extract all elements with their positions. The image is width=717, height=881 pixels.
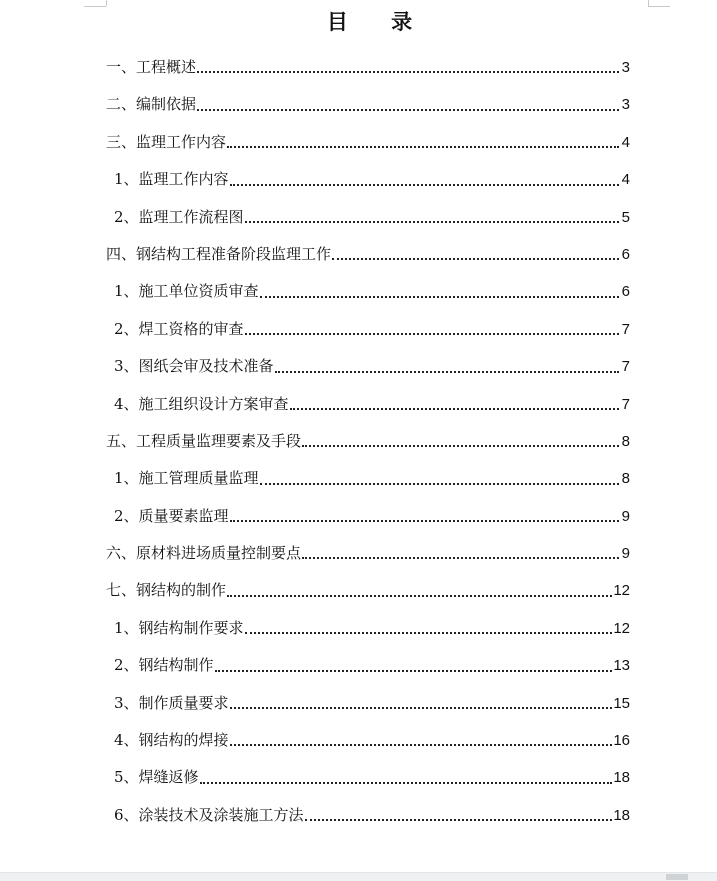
toc-entry-page-number[interactable]: 9	[621, 507, 630, 525]
toc-entry[interactable]	[106, 759, 630, 796]
toc-entry[interactable]	[106, 535, 630, 572]
toc-entry-page-number[interactable]: 8	[621, 432, 630, 450]
toc-entry-label[interactable]: 2、钢结构制作	[114, 656, 214, 675]
toc-leader-dots	[332, 258, 619, 260]
toc-entry-label[interactable]: 2、监理工作流程图	[114, 207, 244, 226]
toc-leader-dots	[260, 483, 619, 485]
toc-entry-label[interactable]: 1、施工管理质量监理	[114, 469, 259, 488]
toc-entry[interactable]	[106, 311, 630, 348]
toc-entry-page-number[interactable]: 4	[621, 133, 630, 151]
toc-leader-dots	[230, 520, 619, 522]
toc-entry-page-number[interactable]: 18	[613, 806, 630, 824]
toc-entry-label[interactable]: 1、钢结构制作要求	[114, 618, 244, 637]
toc-entry[interactable]	[106, 236, 630, 273]
toc-entry[interactable]	[106, 124, 630, 161]
toc-leader-dots	[302, 445, 619, 447]
toc-entry-page-number[interactable]: 4	[621, 171, 630, 189]
toc-entry-label[interactable]: 4、钢结构的焊接	[114, 731, 229, 750]
toc-entry[interactable]	[106, 199, 630, 236]
toc-entry[interactable]	[106, 423, 630, 460]
toc-entry-page-number[interactable]: 18	[613, 769, 630, 787]
toc-entry[interactable]	[106, 273, 630, 310]
toc-entry-page-number[interactable]: 7	[621, 358, 630, 376]
toc-entry[interactable]	[106, 647, 630, 684]
toc-entry-label[interactable]: 4、施工组织设计方案审查	[114, 394, 289, 413]
toc-leader-dots	[230, 744, 613, 746]
toc-entry[interactable]	[106, 498, 630, 535]
toc-entry-label[interactable]: 二、编制依据	[106, 95, 197, 114]
toc-entry-label[interactable]: 一、工程概述	[106, 58, 197, 76]
toc-entry-page-number[interactable]: 9	[621, 545, 630, 563]
toc-title: 目 录	[326, 9, 431, 34]
toc-entry-page-number[interactable]: 16	[613, 732, 630, 750]
toc-leader-dots	[230, 707, 613, 709]
toc-leader-dots	[227, 595, 612, 597]
table-of-contents	[106, 49, 630, 834]
toc-leader-dots	[245, 632, 613, 634]
toc-entry-label[interactable]: 七、钢结构的制作	[106, 581, 227, 600]
toc-entry-page-number[interactable]: 8	[621, 470, 630, 488]
toc-leader-dots	[290, 408, 619, 410]
scrollbar-thumb[interactable]	[666, 874, 688, 880]
toc-leader-dots	[245, 333, 619, 335]
toc-entry-page-number[interactable]: 3	[621, 96, 630, 114]
toc-entry-label[interactable]: 三、监理工作内容	[106, 132, 227, 151]
toc-entry[interactable]	[106, 86, 630, 123]
toc-entry[interactable]	[106, 49, 630, 86]
toc-entry-label[interactable]: 1、施工单位资质审查	[114, 282, 259, 301]
toc-entry-label[interactable]: 四、钢结构工程准备阶段监理工作	[106, 244, 332, 263]
toc-entry-label[interactable]: 六、原材料进场质量控制要点	[106, 544, 302, 563]
toc-entry-page-number[interactable]: 12	[613, 582, 630, 600]
toc-entry[interactable]	[106, 348, 630, 385]
toc-leader-dots	[197, 71, 619, 73]
toc-entry-page-number[interactable]: 7	[621, 395, 630, 413]
toc-entry-page-number[interactable]: 6	[621, 283, 630, 301]
toc-entry-page-number[interactable]: 13	[613, 657, 630, 675]
toc-entry-page-number[interactable]: 7	[621, 320, 630, 338]
crop-mark-top-left	[84, 6, 106, 7]
toc-entry[interactable]	[106, 572, 630, 609]
crop-mark-top-right-vertical	[648, 0, 649, 6]
toc-entry-page-number[interactable]: 3	[621, 59, 630, 76]
toc-entry[interactable]	[106, 797, 630, 834]
toc-entry-label[interactable]: 2、质量要素监理	[114, 506, 229, 525]
toc-leader-dots	[227, 146, 619, 148]
toc-entry-page-number[interactable]: 15	[613, 694, 630, 712]
crop-mark-top-right	[648, 6, 670, 7]
toc-leader-dots	[200, 782, 613, 784]
toc-entry-label[interactable]: 3、图纸会审及技术准备	[114, 357, 274, 376]
toc-leader-dots	[260, 296, 619, 298]
toc-leader-dots	[305, 819, 613, 821]
toc-entry[interactable]	[106, 685, 630, 722]
toc-entry[interactable]	[106, 722, 630, 759]
toc-entry-label[interactable]: 3、制作质量要求	[114, 693, 229, 712]
toc-entry[interactable]	[106, 610, 630, 647]
toc-entry-label[interactable]: 2、焊工资格的审查	[114, 319, 244, 338]
toc-entry-label[interactable]: 5、焊缝返修	[114, 768, 199, 787]
toc-entry-page-number[interactable]: 5	[621, 208, 630, 226]
toc-leader-dots	[245, 221, 619, 223]
toc-entry[interactable]	[106, 460, 630, 497]
toc-entry-page-number[interactable]: 12	[613, 619, 630, 637]
crop-mark-top-left-vertical	[106, 0, 107, 6]
toc-entry[interactable]	[106, 161, 630, 198]
toc-entry-page-number[interactable]: 6	[621, 245, 630, 263]
toc-leader-dots	[197, 109, 619, 111]
toc-leader-dots	[275, 371, 619, 373]
toc-leader-dots	[215, 670, 613, 672]
toc-leader-dots	[230, 184, 619, 186]
toc-entry-label[interactable]: 五、工程质量监理要素及手段	[106, 431, 302, 450]
toc-entry[interactable]	[106, 386, 630, 423]
toc-entry-label[interactable]: 6、涂装技术及涂装施工方法	[114, 805, 304, 824]
toc-leader-dots	[302, 557, 619, 559]
toc-entry-label[interactable]: 1、监理工作内容	[114, 170, 229, 189]
